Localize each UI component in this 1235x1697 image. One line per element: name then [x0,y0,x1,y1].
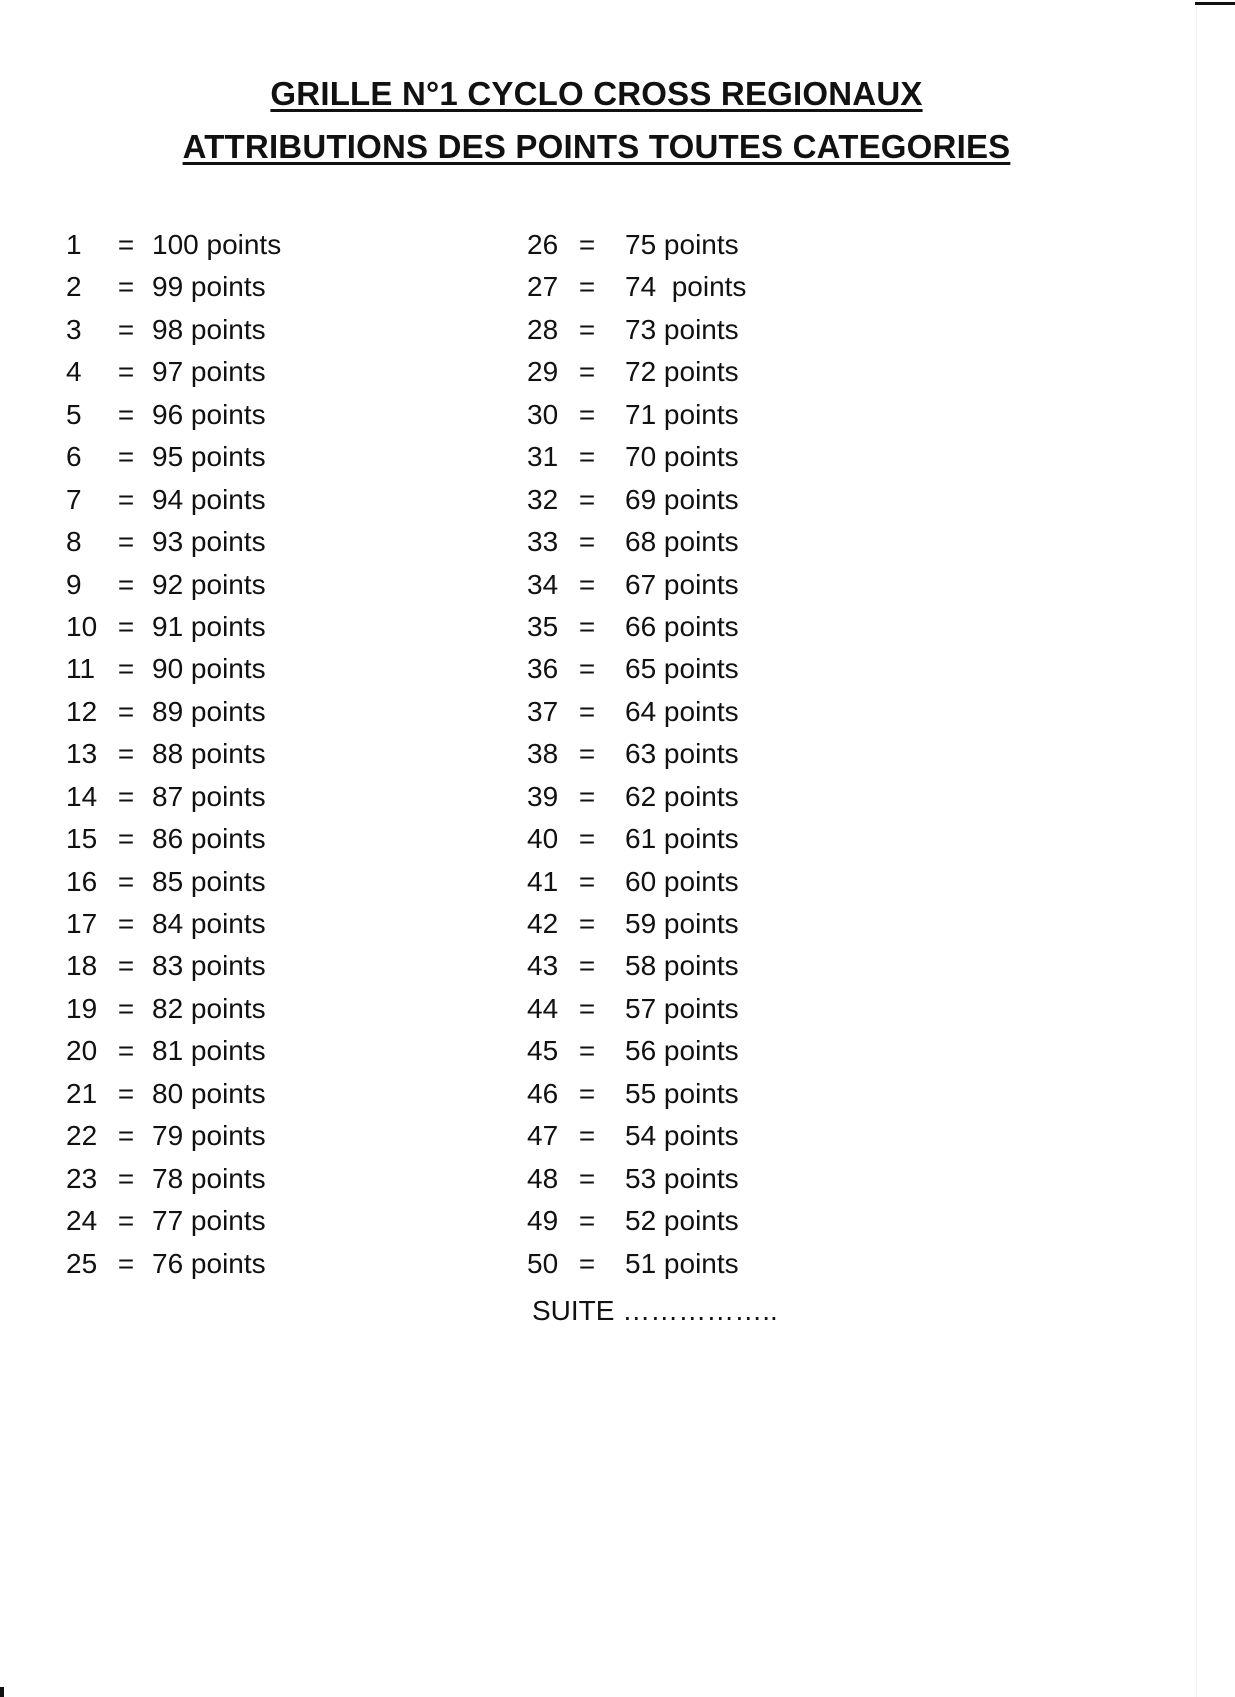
points-row [66,355,281,397]
equals-sign: = [578,356,596,388]
points-value: 57 points [625,992,739,1024]
points-row [66,1119,281,1161]
equals-sign: = [578,229,596,260]
points-value: 88 points [152,738,266,770]
equals-sign: = [578,823,596,855]
points-value: 71 points [625,398,739,430]
points-value: 97 points [152,356,266,388]
equals-sign: = [578,271,596,303]
points-row [527,865,746,907]
points-row [66,228,281,270]
equals-sign: = [117,823,135,855]
points-value: 54 points [625,1120,739,1152]
equals-sign: = [117,1162,135,1194]
points-value: 70 points [625,441,739,473]
points-row [66,1247,281,1289]
rank-label: 47 [527,1120,559,1152]
points-row [66,398,281,440]
page-title: GRILLE N°1 CYCLO CROSS REGIONAUX [270,75,923,112]
equals-sign: = [117,483,135,515]
points-value: 75 points [625,229,739,260]
points-value: 52 points [625,1205,739,1237]
points-row [527,568,746,610]
rank-label: 29 [527,356,559,388]
scan-edge-line [1196,0,1197,1697]
rank-label: 38 [527,738,559,770]
points-row [66,525,281,567]
rank-label: 23 [66,1162,98,1194]
equals-sign: = [117,908,135,939]
rank-label: 19 [66,992,98,1024]
rank-label: 10 [66,610,98,642]
rank-label: 14 [66,780,98,812]
points-row [527,610,746,652]
points-row [66,780,281,822]
points-value: 86 points [152,823,266,855]
points-value: 91 points [152,610,266,642]
points-value: 90 points [152,653,266,685]
rank-label: 24 [66,1205,98,1237]
points-value: 94 points [152,483,266,515]
rank-label: 6 [66,441,82,473]
points-row [527,1034,746,1076]
rank-label: 17 [66,908,98,939]
rank-label: 34 [527,568,559,600]
equals-sign: = [578,1205,596,1237]
points-row [66,270,281,312]
points-value: 87 points [152,780,266,812]
rank-label: 12 [66,695,98,727]
rank-label: 16 [66,865,98,897]
points-value: 58 points [625,950,739,982]
equals-sign: = [578,526,596,558]
rank-label: 11 [66,653,96,685]
equals-sign: = [117,780,135,812]
points-row [66,865,281,907]
points-row [527,737,746,779]
equals-sign: = [117,1120,135,1152]
points-value: 100 points [152,229,282,260]
points-row [66,568,281,610]
points-row [66,610,281,652]
page-subtitle: ATTRIBUTIONS DES POINTS TOUTES CATEGORIES [182,128,1011,165]
points-value: 96 points [152,398,266,430]
points-row [66,992,281,1034]
points-row [66,440,281,482]
rank-label: 2 [66,271,82,303]
rank-label: 28 [527,313,559,345]
scan-mark-top [1195,2,1235,5]
equals-sign: = [117,1035,135,1067]
equals-sign: = [117,356,135,388]
points-row [527,483,746,525]
rank-label: 31 [527,441,559,473]
equals-sign: = [578,610,596,642]
rank-label: 20 [66,1035,98,1067]
rank-label: 30 [527,398,559,430]
points-row [66,822,281,864]
rank-label: 35 [527,610,559,642]
rank-label: 26 [527,229,559,260]
points-row [527,780,746,822]
points-row [527,398,746,440]
rank-label: 36 [527,653,559,685]
points-row [527,1077,746,1119]
rank-label: 39 [527,780,559,812]
equals-sign: = [578,950,596,982]
points-row [527,440,746,482]
points-value: 67 points [625,568,739,600]
equals-sign: = [117,1077,135,1109]
equals-sign: = [117,992,135,1024]
points-row [527,1247,746,1289]
rank-label: 13 [66,738,98,770]
points-value: 76 points [152,1247,266,1279]
rank-label: 15 [66,823,98,855]
points-value: 84 points [152,908,266,939]
points-value: 62 points [625,780,739,812]
points-value: 51 points [625,1247,739,1279]
points-row [527,907,746,949]
points-list-right [527,228,746,1289]
equals-sign: = [578,695,596,727]
equals-sign: = [117,568,135,600]
points-row [527,270,746,312]
equals-sign: = [578,568,596,600]
points-row [527,1162,746,1204]
points-value: 61 points [625,823,739,855]
equals-sign: = [117,398,135,430]
points-value: 72 points [625,356,739,388]
points-value: 93 points [152,526,266,558]
points-row [66,1034,281,1076]
equals-sign: = [117,229,135,260]
equals-sign: = [117,865,135,897]
points-row [527,355,746,397]
points-value: 83 points [152,950,266,982]
points-value: 66 points [625,610,739,642]
rank-label: 42 [527,908,559,939]
points-value: 77 points [152,1205,266,1237]
rank-label: 49 [527,1205,559,1237]
rank-label: 18 [66,950,98,982]
points-value: 92 points [152,568,266,600]
points-value: 56 points [625,1035,739,1067]
equals-sign: = [578,653,596,685]
points-row [66,949,281,991]
points-value: 69 points [625,483,739,515]
rank-label: 45 [527,1035,559,1067]
rank-label: 22 [66,1120,98,1152]
equals-sign: = [117,610,135,642]
points-value: 68 points [625,526,739,558]
points-value: 81 points [152,1035,266,1067]
points-value: 64 points [625,695,739,727]
points-row [527,695,746,737]
equals-sign: = [578,908,596,939]
equals-sign: = [117,441,135,473]
rank-label: 7 [66,483,82,515]
equals-sign: = [578,780,596,812]
points-value: 59 points [625,908,739,939]
rank-label: 8 [66,526,82,558]
rank-label: 32 [527,483,559,515]
rank-label: 43 [527,950,559,982]
points-value: 80 points [152,1077,266,1109]
rank-label: 50 [527,1247,559,1279]
equals-sign: = [117,1247,135,1279]
continuation-note: SUITE …………….. [532,1295,778,1326]
equals-sign: = [578,313,596,345]
points-value: 65 points [625,653,739,685]
points-value: 73 points [625,313,739,345]
points-value: 89 points [152,695,266,727]
points-value: 99 points [152,271,266,303]
equals-sign: = [578,483,596,515]
points-row [527,822,746,864]
equals-sign: = [117,950,135,982]
points-row [527,949,746,991]
points-row [66,652,281,694]
scan-mark-bottom [0,1687,4,1697]
rank-label: 5 [66,398,82,430]
points-row [527,525,746,567]
points-row [66,1204,281,1246]
points-value: 82 points [152,992,266,1024]
equals-sign: = [578,1247,596,1279]
points-value: 60 points [625,865,739,897]
rank-label: 25 [66,1247,98,1279]
rank-label: 1 [66,229,82,260]
rank-label: 27 [527,271,559,303]
rank-label: 48 [527,1162,559,1194]
rank-label: 9 [66,568,82,600]
points-value: 78 points [152,1162,266,1194]
rank-label: 44 [527,992,559,1024]
equals-sign: = [578,398,596,430]
equals-sign: = [578,1120,596,1152]
equals-sign: = [578,1077,596,1109]
points-value: 63 points [625,738,739,770]
equals-sign: = [117,695,135,727]
rank-label: 4 [66,356,82,388]
points-value: 74 points [625,271,747,303]
equals-sign: = [117,271,135,303]
points-value: 79 points [152,1120,266,1152]
points-value: 95 points [152,441,266,473]
points-value: 85 points [152,865,266,897]
points-row [527,992,746,1034]
points-row [66,483,281,525]
points-row [527,228,746,270]
equals-sign: = [578,865,596,897]
points-row [66,737,281,779]
points-row [66,907,281,949]
equals-sign: = [578,1162,596,1194]
rank-label: 37 [527,695,559,727]
points-row [66,313,281,355]
points-value: 55 points [625,1077,739,1109]
equals-sign: = [578,1035,596,1067]
rank-label: 21 [66,1077,98,1109]
points-row [66,695,281,737]
rank-label: 3 [66,313,82,345]
points-row [66,1077,281,1119]
rank-label: 40 [527,823,559,855]
equals-sign: = [578,441,596,473]
points-row [66,1162,281,1204]
rank-label: 41 [527,865,559,897]
points-row [527,313,746,355]
equals-sign: = [578,992,596,1024]
points-value: 53 points [625,1162,739,1194]
equals-sign: = [117,653,135,685]
equals-sign: = [117,313,135,345]
rank-label: 46 [527,1077,559,1109]
points-row [527,1204,746,1246]
rank-label: 33 [527,526,559,558]
points-value: 98 points [152,313,266,345]
points-row [527,652,746,694]
equals-sign: = [117,526,135,558]
equals-sign: = [117,738,135,770]
points-list-left [66,228,281,1289]
equals-sign: = [117,1205,135,1237]
points-row [527,1119,746,1161]
equals-sign: = [578,738,596,770]
